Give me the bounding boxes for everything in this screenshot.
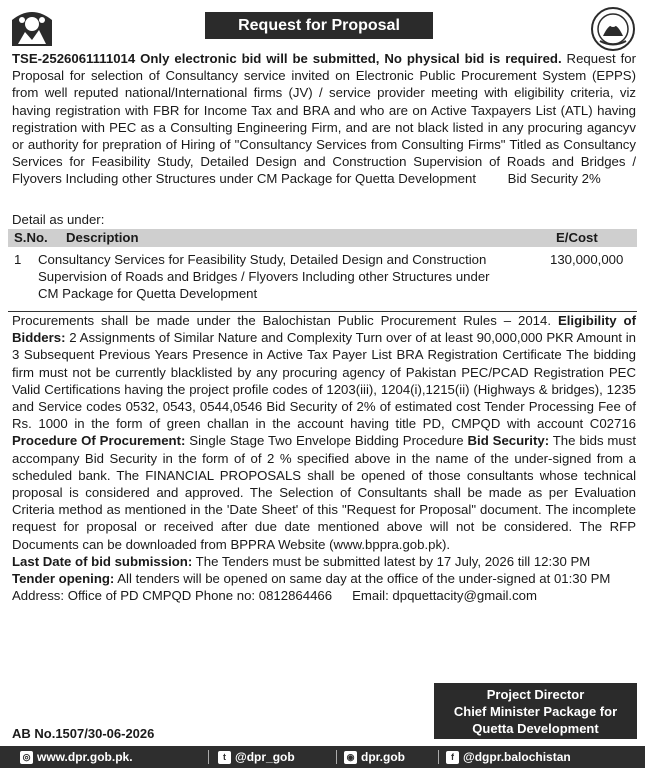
footer-instagram[interactable]: ◉ dpr.gob xyxy=(344,746,405,768)
govt-logo-left xyxy=(10,6,54,50)
table-header xyxy=(8,229,637,247)
footer-facebook[interactable]: f @dgpr.balochistan xyxy=(446,746,571,768)
opening-text: All tenders will be opened on same day at the office of the under-signed at 01:30 PM xyxy=(114,571,611,587)
footer-divider xyxy=(438,750,439,764)
header-cost: E/Cost xyxy=(556,230,598,245)
header-description: Description xyxy=(66,230,139,245)
detail-label: Detail as under: xyxy=(12,212,105,227)
bid-security-heading: Bid Security: xyxy=(467,433,550,449)
row-cost: 130,000,000 xyxy=(550,252,624,267)
signature-line-2: Chief Minister Package for xyxy=(453,704,618,719)
rules-text: Procurements shall be made under the Balochistan Public Procurement Rules – 2014. xyxy=(12,313,558,328)
header-sno: S.No. xyxy=(14,230,48,245)
procedure-text: Single Stage Two Envelope Bidding Procedure xyxy=(185,433,468,449)
footer-twitter[interactable]: t @dpr_gob xyxy=(218,746,295,768)
facebook-icon: f xyxy=(446,751,459,764)
eligibility-text: 2 Assignments of Similar Nature and Complexity Turn over of at least 90,000,000 PKR Amount in 3 Subsequent Previous Years Presence in Active Tax Payer List BRA Registration Certificate The bidding firm must not be currently blacklisted by any procuring agency of Pakistan PEC/PCAD Registration PEC Valid Certifications having the project profile codes of 1203(iii), 1204(i),1215(ii) (Highways & bridges), 1235 and Service codes 0532, 0543, 0544,0546 Bid Security of 2% of estimated cost Tender Processing Fee of Rs. 1000 in the form of green challan in the account having title PD, CMPQD with account C02716 xyxy=(12,330,636,432)
eligibility-heading: Eligibility of Bidders: xyxy=(12,313,636,346)
footer-bar xyxy=(0,746,645,768)
page-title: Request for Proposal xyxy=(205,12,433,39)
last-date-heading: Last Date of bid submission: xyxy=(12,553,193,569)
footer-divider xyxy=(336,750,337,764)
last-date-text: The Tenders must be submitted latest by 17 July, 2026 till 12:30 PM xyxy=(192,553,591,569)
twitter-icon: t xyxy=(218,751,231,764)
instagram-icon: ◉ xyxy=(344,751,357,764)
tender-reference: TSE-2526061111014 Only electronic bid will be submitted, No physical bid is required. xyxy=(12,51,562,66)
procedure-heading: Procedure Of Procurement: xyxy=(12,433,186,449)
intro-text: Request for Proposal for selection of Consultancy service invited on Electronic Public Procurement System (EPPS) from well reputed national/International firms (JV) / service provider meeting with eligibility criteria, viz having registration with FBR for Income Tax and BRA and who are on Active Taxpayers List (ATL) having registration with PEC as a Consulting Engineering Firm, and are not black listed in any procuring agancyv or authority for prepration of Hiring of "Consultancy Services from Consulting Firms" Titled as Consultancy Services for Feasibility Study, Detailed Design and Construction Supervision of Roads and Bridges / Flyovers Including other Structures under CM Package for Quetta Development xyxy=(12,51,636,187)
opening-heading: Tender opening: xyxy=(12,571,115,587)
cost-table xyxy=(8,229,637,309)
bid-security-note: Bid Security 2% xyxy=(507,171,601,187)
row-description: Consultancy Services for Feasibility Study, Detailed Design and Construction Supervision of Roads and Bridges / Flyovers Including other Structures under CM Package for Quetta Development xyxy=(38,252,490,302)
address-text: Address: Office of PD CMPQD Phone no: 0812864466 xyxy=(12,588,333,604)
govt-logo-right xyxy=(590,6,636,52)
intro-paragraph xyxy=(12,50,636,188)
signature-line-3: Quetta Development xyxy=(472,721,599,736)
terms-paragraph xyxy=(12,312,636,604)
signature-block xyxy=(434,683,637,739)
ab-number: AB No.1507/30-06-2026 xyxy=(12,726,155,741)
footer-divider xyxy=(208,750,209,764)
footer-website[interactable]: ◎ www.dpr.gob.pk. xyxy=(20,746,133,768)
email-text: Email: dpquettacity@gmail.com xyxy=(352,588,538,604)
bid-security-text: The bids must accompany Bid Security in the form of of 2 % specified above in the name of the under-signed from a scheduled bank. The FINANCIAL PROPOSALS shall be opened of those consultants whose technical proposal is considered and approved. The Selection of Consultants shall be made as per Evaluation Criteria method as mentioned in the 'Date Sheet' of this "Request for Proposal" document. The incomplete request for proposal or received after due date mentioned above will not be considered. The RFP Documents can be downloaded from BPPRA Website (www.bppra.gob.pk). xyxy=(12,433,637,552)
globe-icon: ◎ xyxy=(20,751,33,764)
row-sno: 1 xyxy=(14,252,22,267)
signature-line-1: Project Director xyxy=(486,687,585,702)
